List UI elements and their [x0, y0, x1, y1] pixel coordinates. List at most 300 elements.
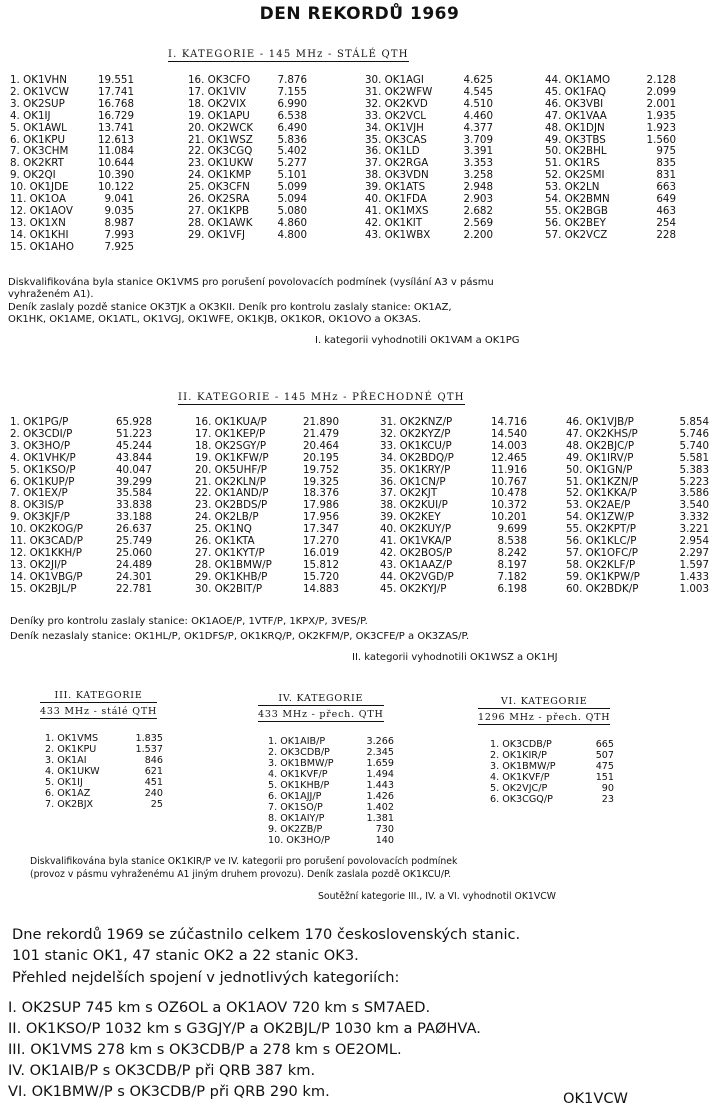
station-callsign: 1. OK1VMS	[45, 733, 99, 744]
station-callsign: 31. OK2WFW	[365, 85, 433, 98]
station-callsign: 54. OK1ZW/P	[566, 511, 634, 524]
ranking-row	[566, 453, 709, 465]
station-callsign: 5. OK1IJ	[45, 777, 83, 788]
station-score: 1.494	[366, 769, 394, 780]
station-callsign: 39. OK1ATS	[365, 181, 426, 194]
station-callsign: 4. OK1IJ	[10, 109, 51, 122]
station-callsign: 8. OK3IS/P	[10, 499, 64, 512]
station-score: 5.581	[679, 451, 709, 464]
ranking-row	[10, 572, 152, 584]
cat2-col-3	[380, 417, 527, 596]
station-score: 5.080	[277, 204, 307, 217]
station-callsign: 45. OK1FAQ	[545, 85, 607, 98]
summary-line-6: III. OK1VMS 278 km s OK3CDB/P a 278 km s OE2OML.	[8, 1041, 402, 1058]
ranking-row	[195, 453, 339, 465]
station-callsign: 11. OK3CAD/P	[10, 535, 83, 548]
cat6-heading: VI. KATEGORIE	[478, 696, 610, 709]
station-callsign: 40. OK1FDA	[365, 193, 427, 206]
station-callsign: 2. OK1VCW	[10, 85, 69, 98]
station-callsign: 24. OK2LB/P	[195, 511, 259, 524]
station-callsign: 56. OK2BEY	[545, 216, 606, 229]
station-callsign: 4. OK1VHK/P	[10, 451, 76, 464]
summary-line-2: 101 stanic OK1, 47 stanic OK2 a 22 stanic OK3.	[12, 947, 359, 964]
station-score: 24.301	[115, 570, 152, 583]
station-score: 14.540	[490, 427, 527, 440]
ranking-row	[195, 560, 339, 572]
ranking-row	[45, 744, 163, 755]
station-callsign: 60. OK2BDK/P	[566, 582, 639, 595]
station-callsign: 50. OK1GN/P	[566, 463, 633, 476]
station-callsign: 49. OK1IRV/P	[566, 451, 634, 464]
station-score: 33.838	[115, 499, 152, 512]
station-score: 846	[144, 755, 163, 766]
station-callsign: 26. OK2SRA	[188, 193, 250, 206]
station-score: 43.844	[115, 451, 152, 464]
station-callsign: 39. OK2KEY	[380, 511, 441, 524]
station-score: 15.812	[302, 558, 339, 571]
station-score: 90	[601, 783, 614, 794]
station-score: 15.720	[302, 570, 339, 583]
cat3-list	[45, 733, 163, 810]
cat1-col-2	[188, 75, 307, 242]
station-score: 3.353	[463, 157, 493, 170]
station-score: 10.201	[490, 511, 527, 524]
cat3-subheading: 433 MHz - stálé QTH	[40, 706, 158, 717]
station-score: 2.297	[679, 546, 709, 559]
cat6-box	[478, 696, 610, 725]
station-score: 20.464	[302, 439, 339, 452]
station-score: 1.381	[366, 813, 394, 824]
ranking-row	[380, 441, 527, 453]
station-score: 1.003	[679, 582, 709, 595]
ranking-row	[490, 761, 614, 772]
ranking-row	[10, 99, 134, 111]
station-score: 2.948	[463, 181, 493, 194]
ranking-row	[195, 584, 339, 596]
station-score: 649	[656, 193, 676, 206]
ranking-row	[566, 584, 709, 596]
ranking-row	[45, 799, 163, 810]
station-callsign: 46. OK1VJB/P	[566, 416, 634, 428]
small-note-1: Diskvalifikována byla stanice OK1KIR/P ve IV. kategorii pro porušení povolovacích podmínek	[30, 856, 458, 867]
ranking-row	[10, 111, 134, 123]
station-score: 51.223	[115, 427, 152, 440]
station-score: 9.699	[497, 523, 527, 536]
station-callsign: 35. OK1KRY/P	[380, 463, 451, 476]
station-score: 1.560	[646, 133, 676, 146]
station-score: 4.377	[463, 121, 493, 134]
ranking-row	[380, 572, 527, 584]
station-callsign: 7. OK3CHM	[10, 145, 69, 158]
station-score: 25.749	[115, 535, 152, 548]
station-score: 1.659	[366, 758, 394, 769]
station-callsign: 34. OK1VJH	[365, 121, 424, 134]
station-score: 23	[601, 794, 614, 805]
station-score: 40.047	[115, 463, 152, 476]
station-score: 1.537	[135, 744, 163, 755]
station-score: 8.538	[497, 535, 527, 548]
station-score: 39.299	[115, 475, 152, 488]
station-score: 5.101	[277, 169, 307, 182]
station-callsign: 52. OK1KKA/P	[566, 487, 638, 500]
station-callsign: 1. OK3CDB/P	[490, 739, 552, 750]
station-callsign: 41. OK1VKA/P	[380, 535, 452, 548]
station-score: 7.925	[104, 240, 134, 253]
station-score: 10.478	[490, 487, 527, 500]
ranking-row	[268, 824, 394, 835]
station-callsign: 48. OK2BJC/P	[566, 439, 635, 452]
station-callsign: 30. OK2BIT/P	[195, 582, 263, 595]
station-score: 5.223	[679, 475, 709, 488]
station-callsign: 58. OK2KLF/P	[566, 558, 636, 571]
station-score: 2.569	[463, 216, 493, 229]
cat1-col-1	[10, 75, 134, 254]
station-score: 8.197	[497, 558, 527, 571]
ranking-row	[490, 750, 614, 761]
station-callsign: 5. OK1KSO/P	[10, 463, 76, 476]
ranking-row	[268, 791, 394, 802]
station-score: 4.460	[463, 109, 493, 122]
station-callsign: 14. OK1VBG/P	[10, 570, 83, 583]
ranking-row	[268, 835, 394, 846]
station-score: 5.094	[277, 193, 307, 206]
station-score: 975	[656, 145, 676, 158]
station-callsign: 3. OK1BMW/P	[490, 761, 556, 772]
station-callsign: 44. OK2VGD/P	[380, 570, 454, 583]
station-callsign: 5. OK1AWL	[10, 121, 67, 134]
cat1-note-1: Diskvalifikována byla stanice OK1VMS pro porušení povolovacích podmínek (vysílání A3 v pásmu	[8, 277, 494, 288]
station-score: 21.890	[302, 416, 339, 428]
station-callsign: 51. OK1RS	[545, 157, 600, 170]
station-callsign: 5. OK1KHB/P	[268, 780, 330, 791]
station-callsign: 45. OK2KYJ/P	[380, 582, 447, 595]
ranking-row	[195, 441, 339, 453]
station-callsign: 20. OK2WCK	[188, 121, 254, 134]
station-callsign: 4. OK1UKW	[45, 766, 100, 777]
ranking-row	[195, 572, 339, 584]
ranking-row	[188, 111, 307, 123]
station-callsign: 55. OK2KPT/P	[566, 523, 636, 536]
station-callsign: 11. OK1OA	[10, 193, 67, 206]
station-callsign: 24. OK1KMP	[188, 169, 251, 182]
station-callsign: 32. OK2KVD	[365, 97, 428, 110]
station-callsign: 13. OK1XN	[10, 216, 66, 229]
station-callsign: 17. OK1KEP/P	[195, 427, 266, 440]
station-score: 3.221	[679, 523, 709, 536]
station-callsign: 57. OK1OFC/P	[566, 546, 638, 559]
ranking-row	[45, 755, 163, 766]
cat3-box	[40, 690, 157, 719]
ranking-row	[566, 465, 709, 477]
station-score: 5.854	[679, 416, 709, 428]
station-score: 1.935	[646, 109, 676, 122]
station-callsign: 6. OK1AZ	[45, 788, 91, 799]
summary-line-8: VI. OK1BMW/P s OK3CDB/P při QRB 290 km.	[8, 1083, 330, 1100]
station-callsign: 8. OK2KRT	[10, 157, 64, 170]
station-score: 8.987	[104, 216, 134, 229]
station-callsign: 54. OK2BMN	[545, 193, 610, 206]
station-callsign: 56. OK1KLC/P	[566, 535, 637, 548]
station-callsign: 5. OK2VJC/P	[490, 783, 548, 794]
station-callsign: 7. OK1SO/P	[268, 802, 323, 813]
cat2-heading: II. KATEGORIE - 145 MHz - PŘECHODNÉ QTH	[178, 392, 465, 403]
station-score: 17.986	[302, 499, 339, 512]
cat4-subheading: 433 MHz - přech. QTH	[258, 709, 384, 720]
station-callsign: 19. OK1KFW/P	[195, 451, 269, 464]
station-callsign: 28. OK1BMW/P	[195, 558, 272, 571]
station-callsign: 2. OK1KIR/P	[490, 750, 547, 761]
station-score: 19.325	[302, 475, 339, 488]
station-score: 2.128	[646, 74, 676, 86]
station-score: 1.835	[135, 733, 163, 744]
station-score: 4.860	[277, 216, 307, 229]
station-score: 11.916	[490, 463, 527, 476]
ranking-row	[188, 123, 307, 135]
station-score: 4.545	[463, 85, 493, 98]
station-callsign: 35. OK3CAS	[365, 133, 427, 146]
station-score: 4.510	[463, 97, 493, 110]
station-callsign: 4. OK1KVF/P	[268, 769, 328, 780]
station-callsign: 52. OK2SMI	[545, 169, 605, 182]
ranking-row	[268, 747, 394, 758]
station-callsign: 29. OK1VFJ	[188, 228, 246, 241]
station-score: 45.244	[115, 439, 152, 452]
cat4-heading: IV. KATEGORIE	[258, 693, 384, 706]
station-score: 7.155	[277, 85, 307, 98]
station-callsign: 43. OK1WBX	[365, 228, 431, 241]
cat2-note-2: Deník nezaslaly stanice: OK1HL/P, OK1DFS/P, OK1KRQ/P, OK2KFM/P, OK3CFE/P a OK3ZAS/P.	[10, 631, 470, 642]
station-score: 65.928	[115, 416, 152, 428]
ranking-row	[10, 230, 134, 242]
ranking-row	[365, 123, 493, 135]
station-callsign: 3. OK2SUP	[10, 97, 65, 110]
station-score: 621	[144, 766, 163, 777]
station-callsign: 14. OK1KHI	[10, 228, 69, 241]
station-score: 16.729	[97, 109, 134, 122]
station-callsign: 37. OK2RGA	[365, 157, 429, 170]
station-callsign: 10. OK1JDE	[10, 181, 69, 194]
station-score: 14.716	[490, 416, 527, 428]
station-score: 10.767	[490, 475, 527, 488]
ranking-row	[10, 560, 152, 572]
station-score: 7.182	[497, 570, 527, 583]
station-score: 7.876	[277, 74, 307, 86]
ranking-row	[45, 733, 163, 744]
station-score: 5.836	[277, 133, 307, 146]
station-score: 5.746	[679, 427, 709, 440]
summary-line-5: II. OK1KSO/P 1032 km s G3GJY/P a OK2BJL/P 1030 km a PAØHVA.	[8, 1020, 481, 1037]
station-callsign: 31. OK2KNZ/P	[380, 416, 453, 428]
station-callsign: 7. OK1EX/P	[10, 487, 68, 500]
cat1-heading: I. KATEGORIE - 145 MHz - STÁLÉ QTH	[168, 49, 409, 60]
station-callsign: 13. OK2JI/P	[10, 558, 67, 571]
cat1-col-3	[365, 75, 493, 242]
summary-line-7: IV. OK1AIB/P s OK3CDB/P při QRB 387 km.	[8, 1062, 316, 1079]
station-callsign: 15. OK2BJL/P	[10, 582, 77, 595]
station-score: 2.200	[463, 228, 493, 241]
station-score: 33.188	[115, 511, 152, 524]
station-callsign: 6. OK3CGQ/P	[490, 794, 553, 805]
station-callsign: 15. OK1AHO	[10, 240, 74, 253]
station-score: 10.390	[97, 169, 134, 182]
station-score: 6.490	[277, 121, 307, 134]
station-score: 831	[656, 169, 676, 182]
station-callsign: 21. OK1WSZ	[188, 133, 253, 146]
station-callsign: 9. OK2QI	[10, 169, 56, 182]
station-callsign: 6. OK1AJJ/P	[268, 791, 322, 802]
station-callsign: 26. OK1KTA	[195, 535, 255, 548]
station-callsign: 1. OK1VHN	[10, 74, 67, 86]
station-score: 5.277	[277, 157, 307, 170]
station-callsign: 30. OK1AGI	[365, 74, 424, 86]
station-callsign: 27. OK1KYT/P	[195, 546, 265, 559]
station-callsign: 29. OK1KHB/P	[195, 570, 268, 583]
station-score: 3.332	[679, 511, 709, 524]
ranking-row	[10, 584, 152, 596]
station-callsign: 1. OK1PG/P	[10, 416, 69, 428]
station-score: 35.584	[115, 487, 152, 500]
station-score: 16.019	[302, 546, 339, 559]
ranking-row	[195, 465, 339, 477]
station-score: 4.625	[463, 74, 493, 86]
station-score: 1.923	[646, 121, 676, 134]
cat4-list	[268, 736, 394, 846]
station-score: 451	[144, 777, 163, 788]
station-callsign: 50. OK2BHL	[545, 145, 607, 158]
station-score: 507	[595, 750, 614, 761]
station-score: 4.800	[277, 228, 307, 241]
station-score: 12.613	[97, 133, 134, 146]
station-callsign: 2. OK1KPU	[45, 744, 97, 755]
ranking-row	[188, 230, 307, 242]
cat2-col-4	[566, 417, 709, 596]
station-score: 7.993	[104, 228, 134, 241]
ranking-row	[380, 465, 527, 477]
station-callsign: 41. OK1MXS	[365, 204, 429, 217]
station-callsign: 19. OK1APU	[188, 109, 250, 122]
ranking-row	[45, 788, 163, 799]
ranking-row	[10, 441, 152, 453]
station-callsign: 33. OK1KCU/P	[380, 439, 452, 452]
ranking-row	[188, 218, 307, 230]
station-score: 228	[656, 228, 676, 241]
cat2-evaluated: II. kategorii vyhodnotili OK1WSZ a OK1HJ	[352, 652, 558, 663]
station-score: 2.954	[679, 535, 709, 548]
station-callsign: 42. OK2BOS/P	[380, 546, 453, 559]
station-score: 17.741	[97, 85, 134, 98]
station-callsign: 10. OK2KOG/P	[10, 523, 84, 536]
station-callsign: 3. OK3HO/P	[10, 439, 71, 452]
cat1-note-3: Deník zaslaly pozdě stanice OK3TJK a OK3KII. Deník pro kontrolu zaslaly stanice: OK1AZ,	[8, 302, 452, 313]
station-score: 3.266	[366, 736, 394, 747]
station-score: 19.752	[302, 463, 339, 476]
station-callsign: 33. OK2VCL	[365, 109, 427, 122]
station-score: 1.597	[679, 558, 709, 571]
station-callsign: 18. OK2VIX	[188, 97, 247, 110]
station-callsign: 40. OK2KUY/P	[380, 523, 452, 536]
cat2-note-1: Deníky pro kontrolu zaslaly stanice: OK1AOE/P, 1VTF/P, 1KPX/P, 3VES/P.	[10, 616, 368, 627]
station-score: 6.198	[497, 582, 527, 595]
station-score: 2.682	[463, 204, 493, 217]
station-callsign: 34. OK2BDQ/P	[380, 451, 454, 464]
station-callsign: 9. OK2ZB/P	[268, 824, 323, 835]
station-score: 6.990	[277, 97, 307, 110]
station-score: 240	[144, 788, 163, 799]
cat6-subheading: 1296 MHz - přech. QTH	[478, 712, 611, 723]
station-score: 3.540	[679, 499, 709, 512]
station-score: 17.956	[302, 511, 339, 524]
station-score: 6.538	[277, 109, 307, 122]
ranking-row	[365, 99, 493, 111]
station-callsign: 4. OK1KVF/P	[490, 772, 550, 783]
station-callsign: 2. OK3CDI/P	[10, 427, 73, 440]
station-score: 5.402	[277, 145, 307, 158]
cat1-col-4	[545, 75, 676, 242]
station-score: 2.001	[646, 97, 676, 110]
station-score: 14.883	[302, 582, 339, 595]
station-score: 22.781	[115, 582, 152, 595]
station-callsign: 59. OK1KPW/P	[566, 570, 640, 583]
cat3-heading: III. KATEGORIE	[40, 690, 157, 703]
station-score: 3.391	[463, 145, 493, 158]
ranking-row	[545, 230, 676, 242]
ranking-row	[10, 123, 134, 135]
cat2-col-1	[10, 417, 152, 596]
summary-line-4: I. OK2SUP 745 km s OZ6OL a OK1AOV 720 km s SM7AED.	[8, 999, 431, 1016]
station-score: 10.122	[97, 181, 134, 194]
station-score: 3.709	[463, 133, 493, 146]
station-score: 12.465	[490, 451, 527, 464]
station-score: 16.768	[97, 97, 134, 110]
station-callsign: 48. OK1DJN	[545, 121, 605, 134]
station-score: 8.242	[497, 546, 527, 559]
station-score: 1.433	[679, 570, 709, 583]
station-callsign: 38. OK3VDN	[365, 169, 429, 182]
station-score: 151	[595, 772, 614, 783]
station-score: 11.084	[97, 145, 134, 158]
station-callsign: 7. OK2BJX	[45, 799, 94, 810]
station-callsign: 53. OK2LN	[545, 181, 600, 194]
station-score: 10.644	[97, 157, 134, 170]
station-callsign: 3. OK1BMW/P	[268, 758, 334, 769]
ranking-row	[380, 453, 527, 465]
station-score: 17.347	[302, 523, 339, 536]
station-callsign: 12. OK1AOV	[10, 204, 73, 217]
station-score: 18.376	[302, 487, 339, 500]
station-score: 10.372	[490, 499, 527, 512]
station-score: 3.586	[679, 487, 709, 500]
small-evaluated: Soutěžní kategorie III., IV. a VI. vyhodnotil OK1VCW	[318, 891, 556, 902]
station-score: 254	[656, 216, 676, 229]
station-callsign: 36. OK1LD	[365, 145, 420, 158]
ranking-row	[490, 794, 614, 805]
station-callsign: 1. OK1AIB/P	[268, 736, 326, 747]
station-callsign: 25. OK1NQ	[195, 523, 252, 536]
station-callsign: 36. OK1CN/P	[380, 475, 446, 488]
cat1-note-4: OK1HK, OK1AME, OK1ATL, OK1VGJ, OK1WFE, OK1KJB, OK1KOR, OK1OVO a OK3AS.	[8, 314, 422, 325]
station-score: 9.035	[104, 204, 134, 217]
station-callsign: 16. OK3CFO	[188, 74, 251, 86]
cat1-note-2: vyhraženém A1).	[8, 289, 94, 300]
station-score: 25	[150, 799, 163, 810]
station-callsign: 57. OK2VCZ	[545, 228, 608, 241]
ranking-row	[268, 813, 394, 824]
station-score: 19.551	[97, 74, 134, 86]
station-score: 5.383	[679, 463, 709, 476]
station-score: 1.443	[366, 780, 394, 791]
ranking-row	[268, 780, 394, 791]
station-score: 3.258	[463, 169, 493, 182]
